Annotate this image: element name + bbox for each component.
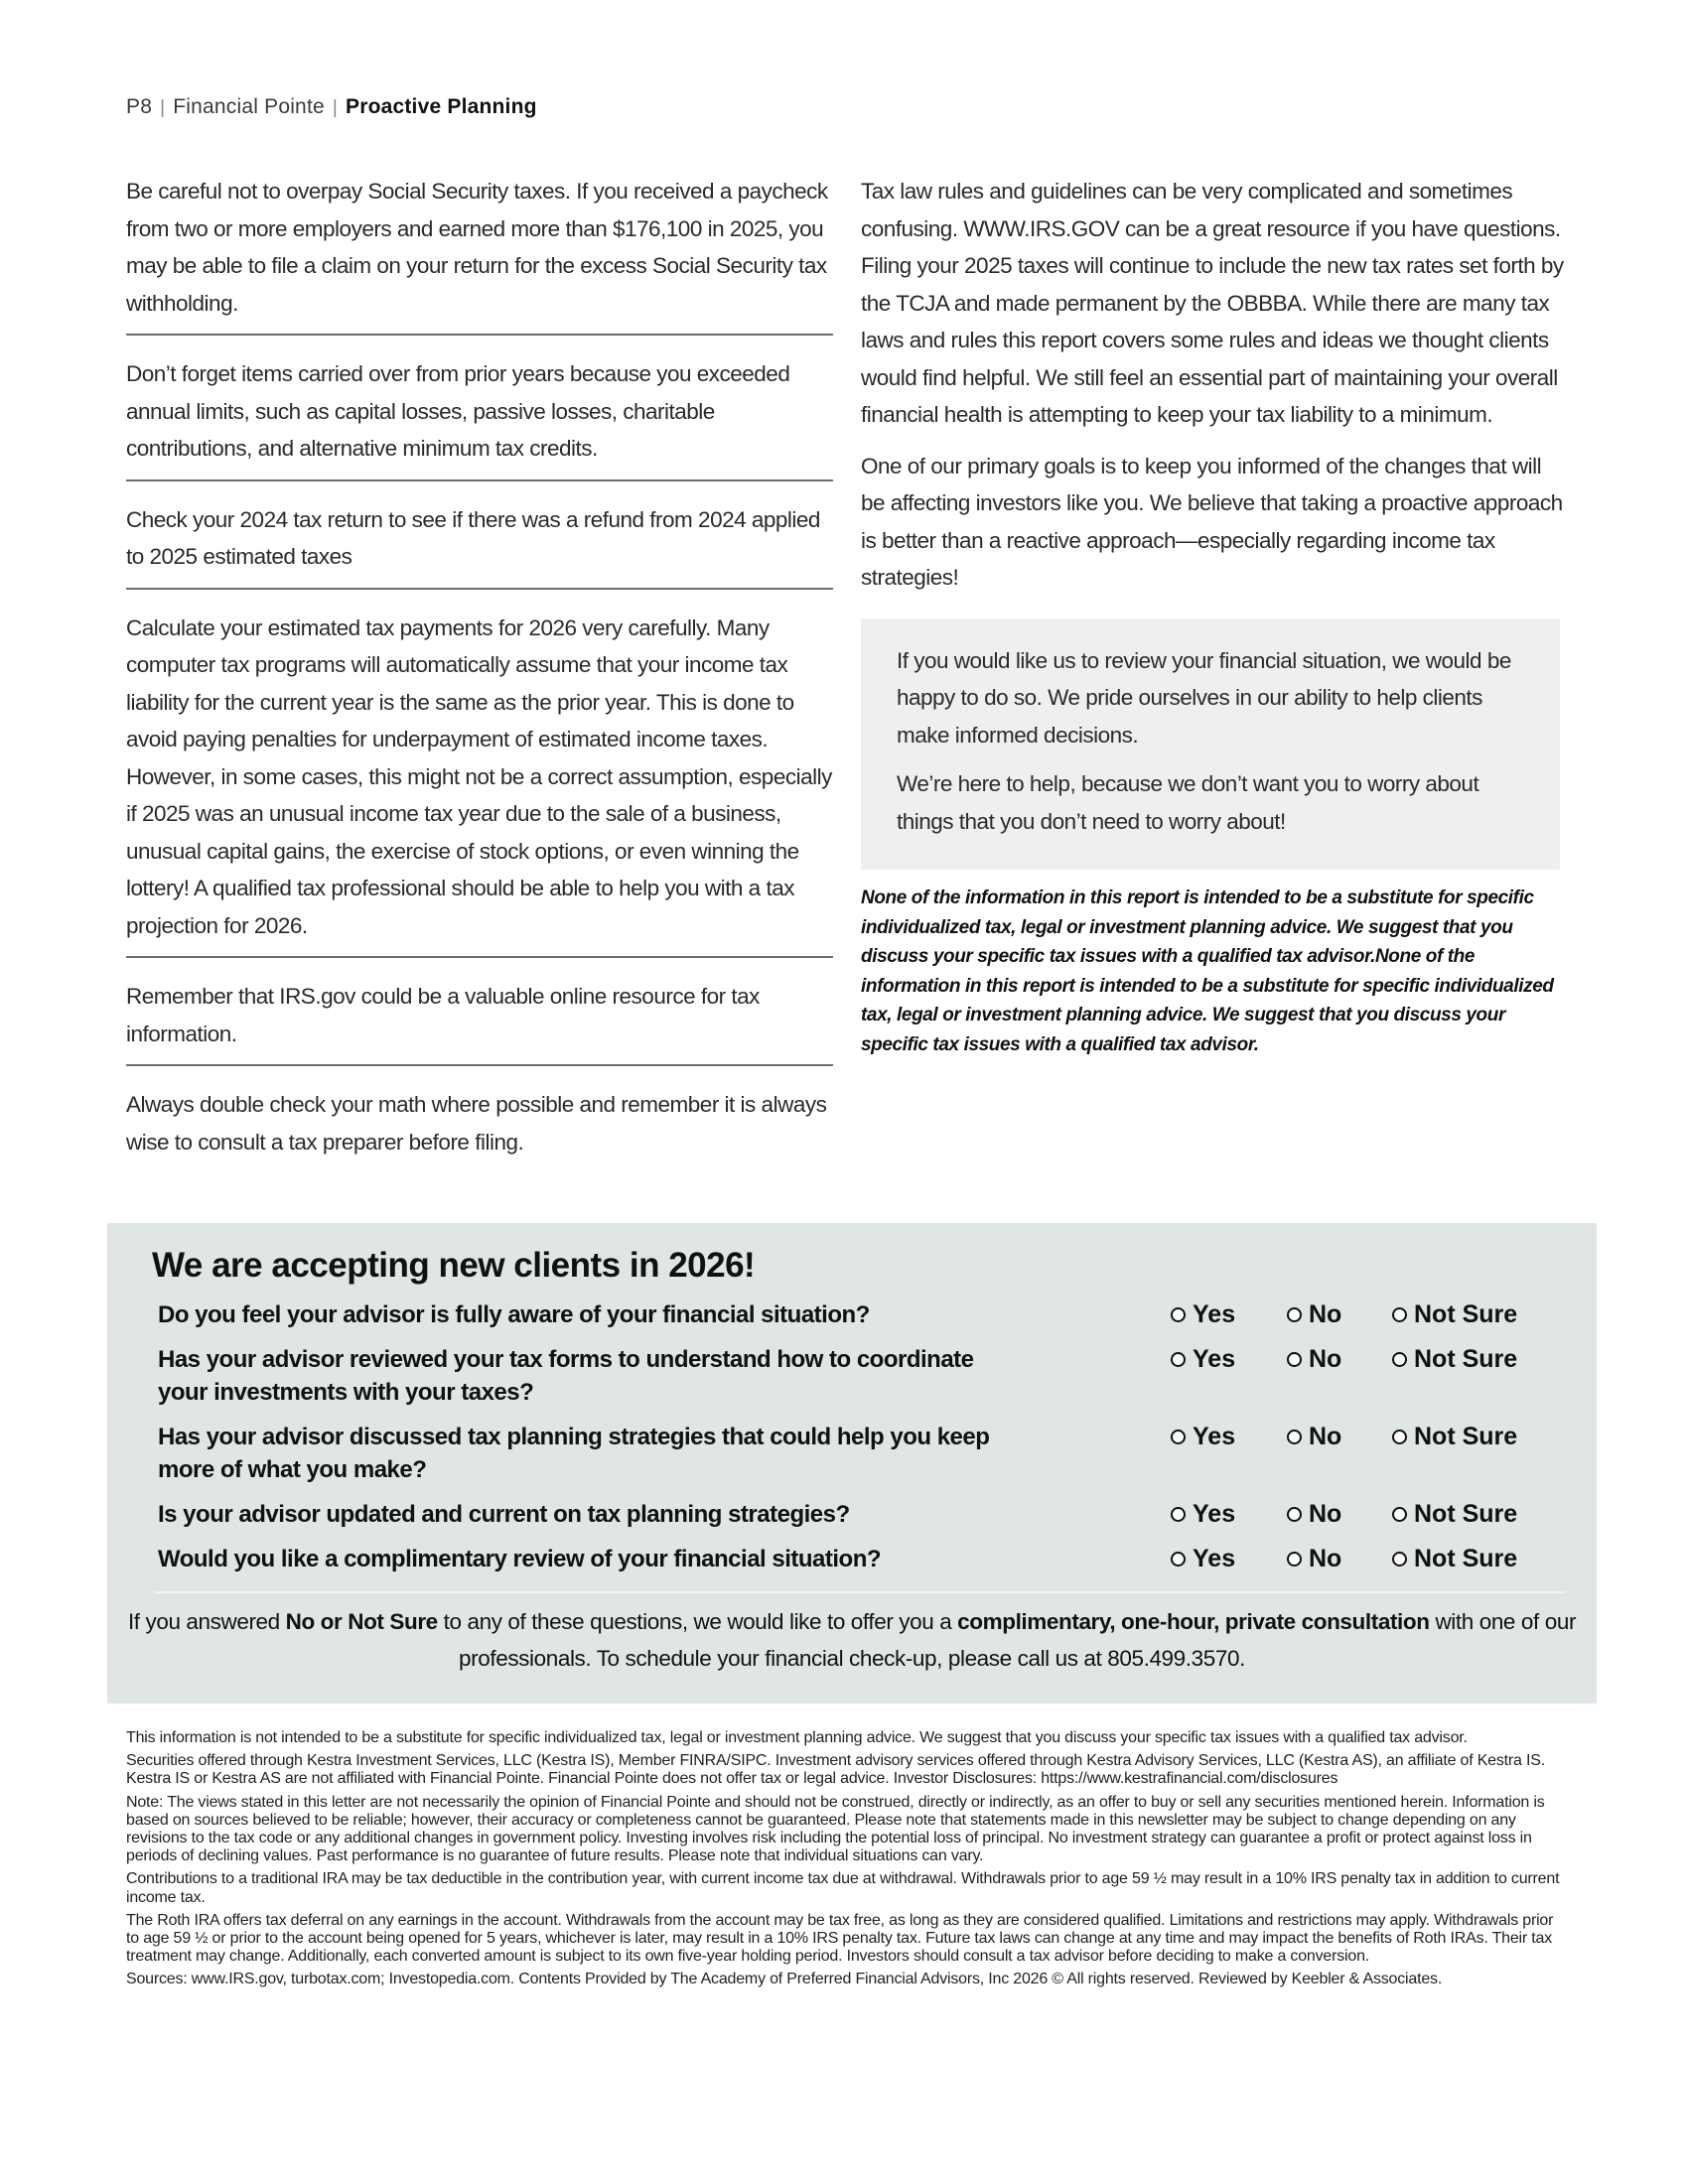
tip-item [126,610,833,957]
tip-item [126,1086,833,1172]
radio-circle-icon[interactable] [1392,1507,1407,1522]
intro-paragraph: Tax law rules and guidelines can be very complicated and sometimes confusing. WWW.IRS.GOV can be a great resource if you have questions. Filing your 2025 taxes will continue to include the new tax rates set forth by the TCJA and made permanent by the OBBBA. While there are many tax laws and rules this report covers some rules and ideas we thought clients would find helpful. We still feel an essential part of maintaining your overall financial health is attempting to keep your tax liability to a minimum. [861,179,1564,427]
offer-emphasis: complimentary, one-hour, private consultation [957,1609,1430,1634]
section-title: Proactive Planning [346,95,537,118]
divider [126,479,833,481]
option-label: Not Sure [1414,1300,1518,1328]
survey-question [158,1421,1552,1486]
option-not-sure[interactable] [1392,1421,1531,1453]
option-label: Yes [1193,1545,1236,1572]
answer-options [1171,1543,1531,1575]
page-number: P8 [126,95,153,118]
radio-circle-icon[interactable] [1392,1430,1407,1444]
fine-print-paragraph: The Roth IRA offers tax deferral on any earnings in the account. Withdrawals from the account may be tax free, as long as they are considered qualified. Limitations and restrictions may apply. Withdrawals prior to age 59 ½ or prior to the account being opened for 5 years, whichever is later, may result in a 10% IRS penalty tax. Future tax laws can change at any time and may impact the benefits of Roth IRAs. Their tax treatment may change. Additionally, each converted amount is subject to its own five-year holding period. Investors should consult a tax advisor before deciding to make a conversion. [126,1911,1554,1966]
radio-circle-icon[interactable] [1171,1507,1186,1522]
option-yes[interactable] [1171,1543,1287,1575]
option-not-sure[interactable] [1392,1343,1531,1376]
fine-print-paragraph: Securities offered through Kestra Investment Services, LLC (Kestra IS), Member FINRA/SIPC. Investment advisory services offered through Kestra Advisory Services, LLC (Kestra AS), an affiliate of Kestra IS. Kestra IS or Kestra AS are not affiliated with Financial Pointe. Financial Pointe does not offer tax or legal advice. Investor Disclosures: https://www.kestrafinancial.com/disclosures [126,1752,1545,1788]
radio-circle-icon[interactable] [1171,1430,1186,1444]
option-label: No [1309,1423,1342,1450]
option-not-sure[interactable] [1392,1543,1531,1575]
offer-emphasis: No or Not Sure [285,1609,438,1634]
answer-options [1171,1421,1531,1453]
option-label: No [1309,1500,1342,1528]
divider [155,1591,1565,1593]
divider [126,588,833,590]
radio-circle-icon[interactable] [1287,1507,1302,1522]
radio-circle-icon[interactable] [1171,1552,1186,1567]
option-label: No [1309,1345,1342,1373]
option-no[interactable] [1287,1543,1392,1575]
new-clients-box [107,1223,1597,1704]
option-yes[interactable] [1171,1298,1287,1331]
option-label: Not Sure [1414,1545,1518,1572]
brand-name: Financial Pointe [173,95,325,118]
tip-text: Be careful not to overpay Social Security taxes. If you received a paycheck from two or more employers and earned more than $176,100 in 2025, you may be able to file a claim on your return for the excess Social Security tax withholding. [126,179,828,316]
survey-question [158,1543,1552,1575]
tip-text: Remember that IRS.gov could be a valuable online resource for tax information. [126,984,760,1046]
option-no[interactable] [1287,1343,1392,1376]
intro-column [861,173,1568,1059]
fine-print-paragraph: Contributions to a traditional IRA may be tax deductible in the contribution year, with current income tax due at withdrawal. Withdrawals prior to age 59 ½ may result in a 10% IRS penalty tax in addition to current income tax. [126,1870,1560,1906]
question-text: Has your advisor reviewed your tax forms to understand how to coordinate your investments with your taxes? [158,1346,974,1406]
option-label: Yes [1193,1423,1236,1450]
option-label: Not Sure [1414,1500,1518,1528]
option-label: Not Sure [1414,1423,1518,1450]
survey-question [158,1298,1552,1331]
offer-text: to any of these questions, we would like to offer you a [437,1609,958,1634]
survey-questions [158,1298,1552,1587]
option-yes[interactable] [1171,1421,1287,1453]
option-label: Yes [1193,1500,1236,1528]
question-text: Do you feel your advisor is fully aware of your financial situation? [158,1301,870,1328]
offer-text: with one of our professionals. To schedule your financial check-up, please call us at 805.499.3570. [459,1609,1577,1671]
offer-text: If you answered [127,1609,286,1634]
option-label: No [1309,1545,1342,1572]
radio-circle-icon[interactable] [1287,1430,1302,1444]
option-not-sure[interactable] [1392,1298,1531,1331]
radio-circle-icon[interactable] [1392,1307,1407,1322]
option-no[interactable] [1287,1298,1392,1331]
divider [126,334,833,336]
callout-paragraph: We’re here to help, because we don’t want you to worry about things that you don’t need to worry about! [897,771,1479,834]
tips-column [126,173,833,1172]
header-separator: | [160,97,166,118]
tip-item [126,978,833,1064]
divider [126,1064,833,1066]
radio-circle-icon[interactable] [1287,1307,1302,1322]
italic-disclaimer: None of the information in this report is intended to be a substitute for specific individualized tax, legal or investment planning advice. We suggest that you discuss your specific tax issues with a qualified tax advisor.None of the information in this report is intended to be a substitute for specific individualized tax, legal or investment planning advice. We suggest that you discuss your specific tax issues with a qualified tax advisor. [861,887,1554,1055]
question-text: Has your advisor discussed tax planning strategies that could help you keep more of what you make? [158,1424,990,1483]
question-text: Is your advisor updated and current on tax planning strategies? [158,1501,850,1528]
header-separator: | [332,97,338,118]
radio-circle-icon[interactable] [1287,1352,1302,1367]
radio-circle-icon[interactable] [1392,1352,1407,1367]
survey-question [158,1498,1552,1531]
divider [126,956,833,958]
option-yes[interactable] [1171,1498,1287,1531]
option-label: Yes [1193,1300,1236,1328]
goals-paragraph: One of our primary goals is to keep you informed of the changes that will be affecting investors like you. We believe that taking a proactive approach is better than a reactive approach—especially regarding income tax strategies! [861,453,1563,590]
option-label: Not Sure [1414,1345,1518,1373]
review-callout [861,618,1560,871]
answer-options [1171,1343,1531,1376]
answer-options [1171,1298,1531,1331]
tip-text: Calculate your estimated tax payments for 2026 very carefully. Many computer tax programs will automatically assume that your income tax liability for the current year is the same as the prior year. This is done to avoid paying penalties for underpayment of estimated income taxes. However, in some cases, this might not be a correct assumption, especially if 2025 was an unusual income tax year due to the sale of a business, unusual capital gains, the exercise of stock options, or even winning the lottery! A qualified tax professional should be able to help you with a tax projection for 2026. [126,614,832,938]
radio-circle-icon[interactable] [1171,1352,1186,1367]
consultation-offer [107,1603,1597,1677]
radio-circle-icon[interactable] [1287,1552,1302,1567]
tip-text: Always double check your math where possible and remember it is always wise to consult a tax preparer before filing. [126,1092,827,1155]
radio-circle-icon[interactable] [1392,1552,1407,1567]
option-label: No [1309,1300,1342,1328]
fine-print-paragraph: This information is not intended to be a substitute for specific individualized tax, legal or investment planning advice. We suggest that you discuss your specific tax issues with a qualified tax advisor. [126,1729,1468,1746]
option-label: Yes [1193,1345,1236,1373]
clients-title: We are accepting new clients in 2026! [152,1246,756,1285]
tip-text: Don’t forget items carried over from prior years because you exceeded annual limits, such as capital losses, passive losses, charitable contributions, and alternative minimum tax credits. [126,361,790,461]
fine-print-paragraph: Note: The views stated in this letter are not necessarily the opinion of Financial Pointe and should not be construed, directly or indirectly, as an offer to buy or sell any securities mentioned herein. Information is based on sources believed to be reliable; however, their accuracy or completeness cannot be guaranteed. Please note that statements made in this newsletter may be subject to change depending on any revisions to the tax code or any additional changes in government policy. Investing involves risk including the potential loss of principal. No investment strategy can guarantee a profit or protect against loss in periods of declining values. Past performance is no guarantee of future results. Please note that individual situations can vary. [126,1793,1545,1865]
question-text: Would you like a complimentary review of your financial situation? [158,1546,882,1572]
option-no[interactable] [1287,1421,1392,1453]
callout-paragraph: If you would like us to review your financial situation, we would be happy to do so. We pride ourselves in our ability to help clients make informed decisions. [897,647,1511,748]
radio-circle-icon[interactable] [1171,1307,1186,1322]
answer-options [1171,1498,1531,1531]
option-yes[interactable] [1171,1343,1287,1376]
tip-item [126,501,833,588]
tip-item [126,173,833,334]
option-not-sure[interactable] [1392,1498,1531,1531]
option-no[interactable] [1287,1498,1392,1531]
fine-print [126,1729,1566,1994]
survey-question [158,1343,1552,1409]
page-header [126,95,537,119]
tip-item [126,355,833,479]
fine-print-paragraph: Sources: www.IRS.gov, turbotax.com; Investopedia.com. Contents Provided by The Academy of Preferred Financial Advisors, Inc 2026 © All rights reserved. Reviewed by Keebler & Associates. [126,1971,1443,1988]
tip-text: Check your 2024 tax return to see if there was a refund from 2024 applied to 2025 estimated taxes [126,506,820,569]
